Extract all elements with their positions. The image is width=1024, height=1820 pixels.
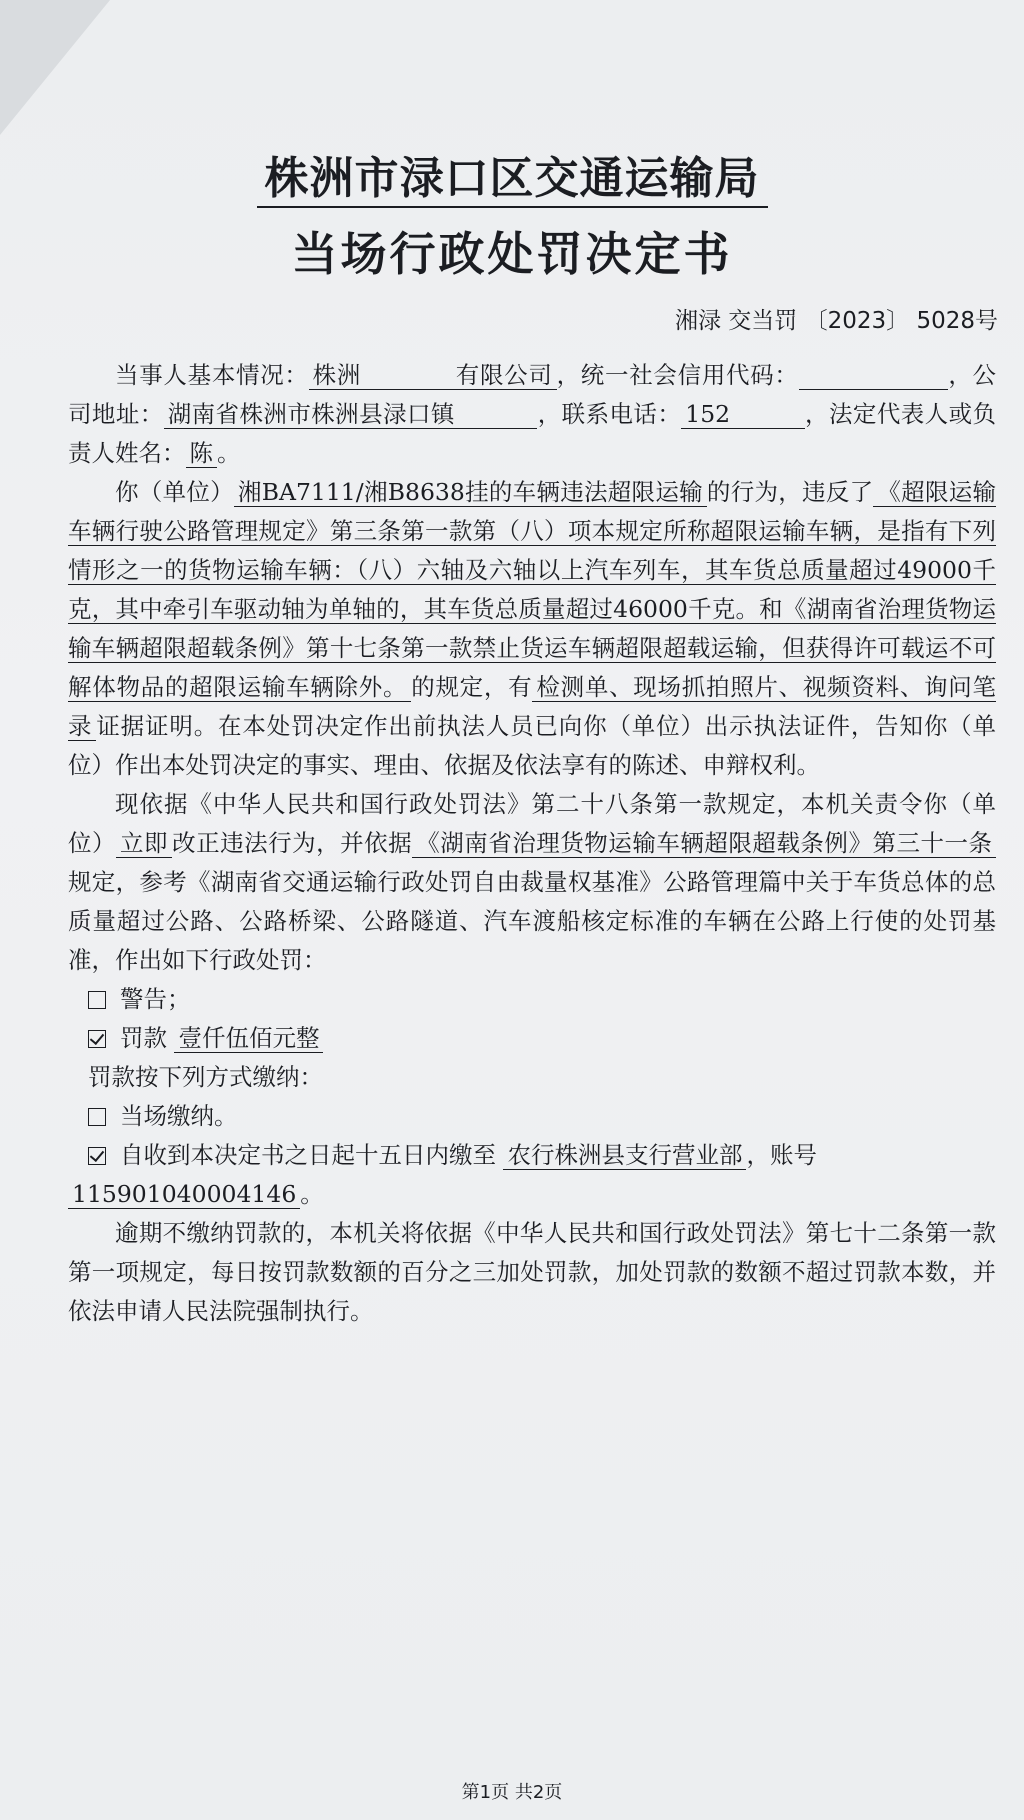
vehicle-violation: 湘BA7111/湘B8638挂的车辆违法超限运输 — [234, 478, 707, 507]
party-name: 株洲 有限公司 — [309, 361, 557, 390]
fine-checkbox — [88, 1030, 106, 1048]
document-body — [68, 356, 996, 1331]
representative-name: 陈 — [186, 439, 218, 468]
evidence-list: 检测单、现场抓拍照片、视频资料、询问笔录 — [68, 673, 997, 740]
penalty-regulation: 《湖南省治理货物运输车辆超限超载条例》第三十一条 — [412, 829, 996, 858]
pay-bank-checkbox — [88, 1147, 106, 1165]
payment-intro: 罚款按下列方式缴纳： — [88, 1063, 323, 1091]
page-number: 第1页 共2页 — [461, 1782, 563, 1803]
bank-name: 农行株洲县支行营业部 — [503, 1141, 746, 1170]
pay-onsite-checkbox — [88, 1108, 106, 1126]
violated-regulation: 《超限运输车辆行驶公路管理规定》第三条第一款第（八）项本规定所称超限运输车辆，是指有下列情形之一的货物运输车辆：（八）六轴及六轴以上汽车列车，其车货总质量超过49000千克，其中牵引车驱动轴为单轴的，其车货总质量超过46000千克。和《湖南省治理货物运输车辆超限超载条例》第十七条第一款禁止货运车辆超限超载运输，但获得许可载运不可解体物品的超限运输车辆除外。 — [68, 478, 997, 701]
decision-paragraph: 现依据《中华人民共和国行政处罚法》第二十八条第一款规定，本机关责令你（单位） 立即 改正违法行为，并依据 《湖南省治理货物运输车辆超限超载条例》第三十一条规定，参考《湖南省交通运输行政处罚自由裁量权基准》公路管理篇中关于车货总体的总质量超过公路、公路桥梁、公路隧道、汽车渡船核定标准的车辆在公路上行使的处罚基准，作出如下行政处罚： — [68, 790, 996, 974]
address-blank — [459, 400, 538, 429]
document-number: 湘渌 交当罚 〔2023〕 5028号 — [674, 308, 998, 334]
option-pay-onsite: 当场缴纳。 — [68, 1097, 996, 1136]
fine-amount: 壹仟伍佰元整 — [174, 1024, 323, 1053]
option-fine: 罚款 壹仟伍佰元整 — [68, 1019, 996, 1058]
option-warning: 警告； — [68, 980, 996, 1019]
warning-checkbox — [88, 991, 106, 1009]
folded-corner — [0, 0, 110, 135]
document-title: 当场行政处罚决定书 — [291, 227, 733, 281]
contact-phone: 152 — [681, 400, 804, 429]
overdue-paragraph: 逾期不缴纳罚款的，本机关将依据《中华人民共和国行政处罚法》第七十二条第一款第一项规定，每日按罚款数额的百分之三加处罚款，加处罚款的数额不超过罚款本数，并依法申请人民法院强制执行。 — [68, 1219, 996, 1325]
issuer-title: 株洲市渌口区交通运输局 — [0, 142, 1024, 206]
correction-term: 立即 — [116, 829, 172, 858]
facts-paragraph: 你（单位） 湘BA7111/湘B8638挂的车辆违法超限运输 的行为，违反了 《超限运输车辆行驶公路管理规定》第三条第一款第（八）项本规定所称超限运输车辆，是指有下列情形之一的货物运输车辆：（八）六轴及六轴以上汽车列车，其车货总质量超过49000千克，其中牵引车驱动轴为单轴的，其车货总质量超过46000千克。和《湖南省治理货物运输车辆超限超载条例》第十七条第一款禁止货运车辆超限超载运输，但获得许可载运不可解体物品的超限运输车辆除外。 的规定，有 检测单、现场抓拍照片、视频资料、询问笔录 证据证明。在本处罚决定作出前执法人员已向你（单位）出示执法证件，告知你（单位）作出本处罚决定的事实、理由、依据及依法享有的陈述、申辩权利。 — [68, 478, 997, 779]
credit-code-blank — [799, 361, 948, 390]
option-pay-bank: 自收到本决定书之日起十五日内缴至 农行株洲县支行营业部 ，账号 — [68, 1136, 996, 1175]
party-info: 当事人基本情况： 株洲 有限公司 ，统一社会信用代码： ，公司地址： 湖南省株洲市株洲县渌口镇 ，联系电话： 152 ，法定代表人或负责人姓名： 陈 。 — [68, 361, 997, 467]
account-number: 115901040004146 — [68, 1180, 300, 1209]
company-address: 湖南省株洲市株洲县渌口镇 — [164, 400, 459, 429]
account-line: 115901040004146 。 — [68, 1175, 996, 1214]
